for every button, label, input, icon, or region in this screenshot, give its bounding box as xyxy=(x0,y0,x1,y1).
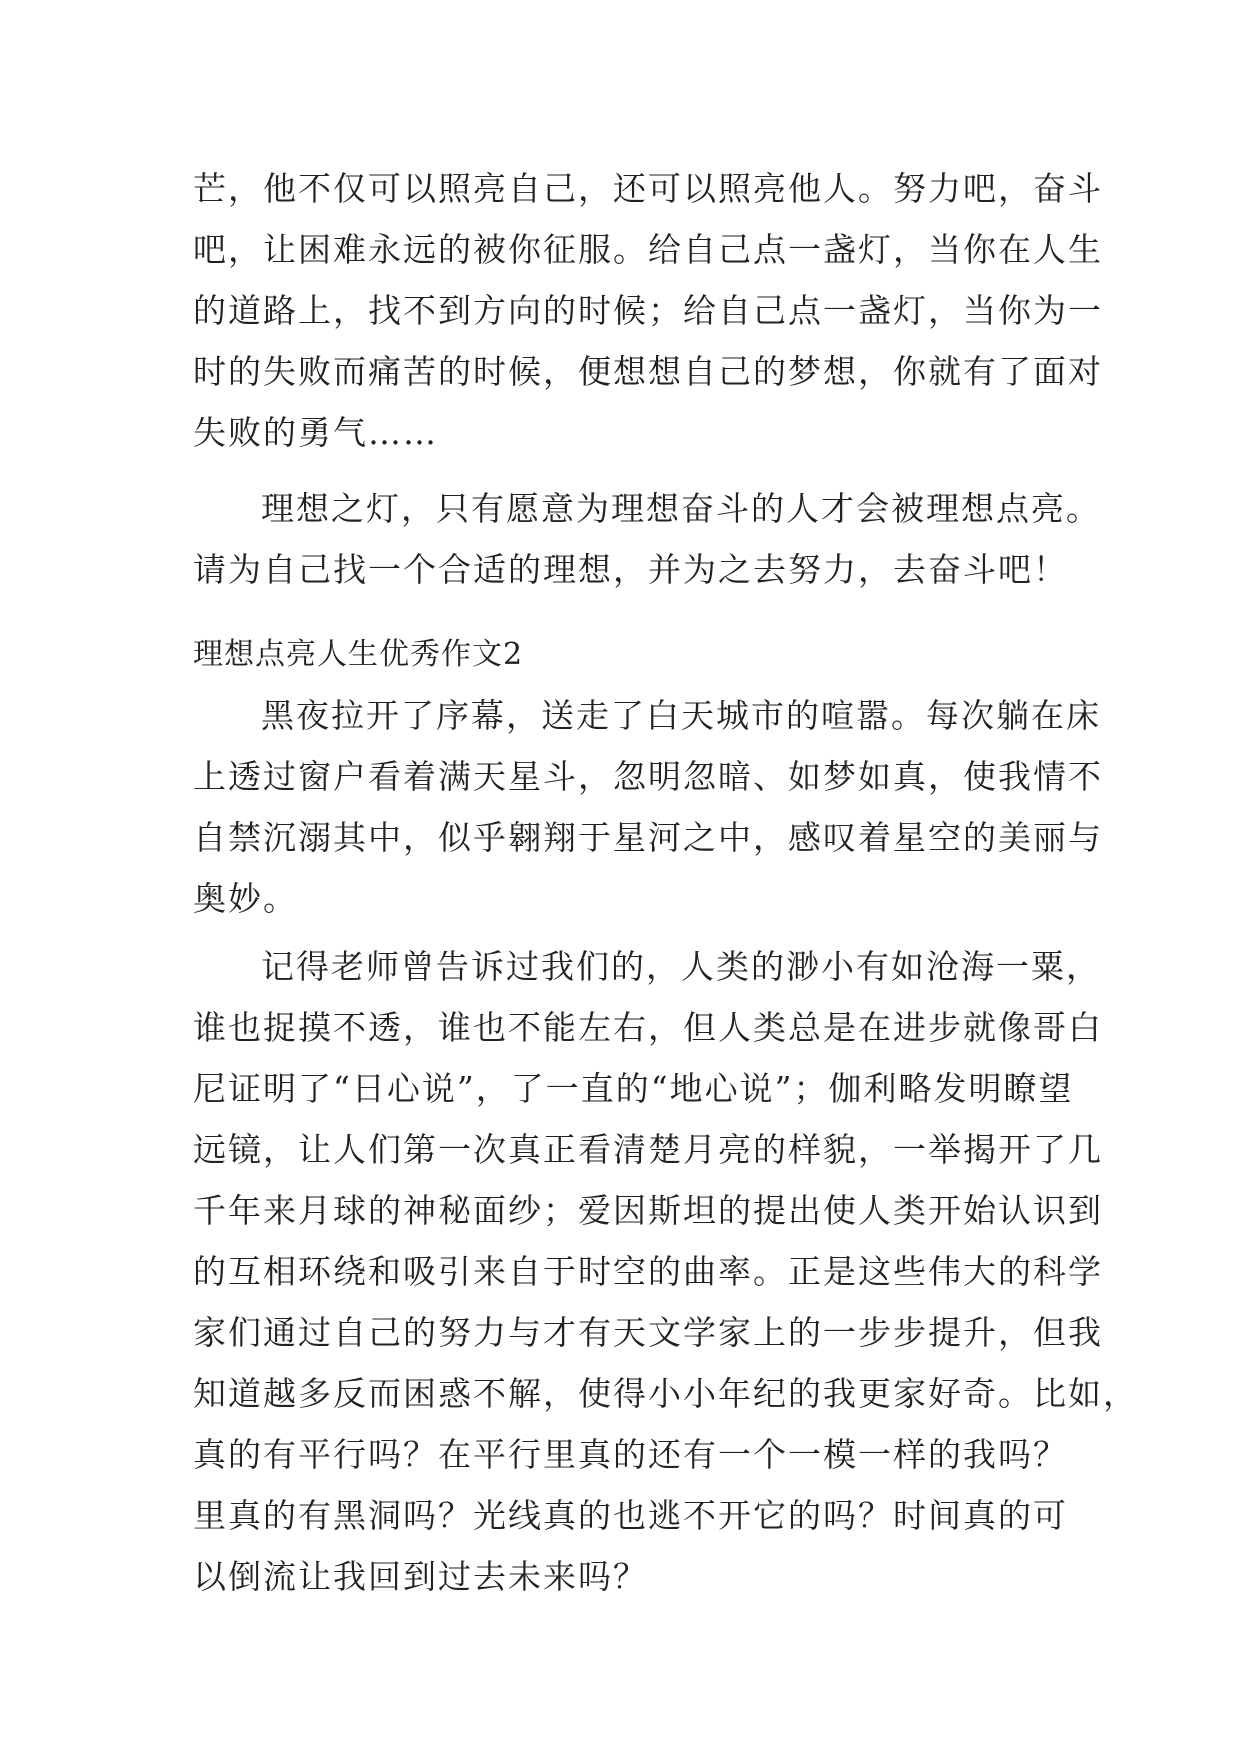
paragraph-line: 的互相环绕和吸引来自于时空的曲率。正是这些伟大的科学 xyxy=(193,1252,1103,1291)
paragraph-line: 上透过窗户看着满天星斗，忽明忽暗、如梦如真，使我情不 xyxy=(193,757,1103,796)
paragraph-line: 失败的勇气…… xyxy=(193,413,438,452)
paragraph-line: 黑夜拉开了序幕，送走了白天城市的喧嚣。每次躺在床 xyxy=(261,696,1101,735)
paragraph-science xyxy=(193,936,1138,1607)
paragraph-line: 知道越多反而困惑不解，使得小小年纪的我更家好奇。比如， xyxy=(193,1374,1138,1413)
paragraph-night-sky xyxy=(193,685,1103,929)
paragraph-line: 谁也捉摸不透，谁也不能左右，但人类总是在进步就像哥白 xyxy=(193,1008,1103,1047)
paragraph-line: 奥妙。 xyxy=(193,879,298,918)
paragraph-line: 请为自己找一个合适的理想，并为之去努力，去奋斗吧！ xyxy=(193,550,1068,589)
paragraph-line: 以倒流让我回到过去未来吗？ xyxy=(193,1557,648,1596)
paragraph-line: 家们通过自己的努力与才有天文学家上的一步步提升，但我 xyxy=(193,1313,1103,1352)
paragraph-line: 时的失败而痛苦的时候，便想想自己的梦想，你就有了面对 xyxy=(193,352,1103,391)
paragraph-line: 千年来月球的神秘面纱；爱因斯坦的提出使人类开始认识到 xyxy=(193,1191,1103,1230)
section-heading: 理想点亮人生优秀作文2 xyxy=(193,637,524,672)
paragraph-line: 自禁沉溺其中，似乎翱翔于星河之中，感叹着星空的美丽与 xyxy=(193,818,1103,857)
paragraph-line: 真的有平行吗？在平行里真的还有一个一模一样的我吗？ xyxy=(193,1435,1068,1474)
paragraph-line: 记得老师曾告诉过我们的，人类的渺小有如沧海一粟， xyxy=(261,947,1101,986)
paragraph-line: 远镜，让人们第一次真正看清楚月亮的样貌，一举揭开了几 xyxy=(193,1130,1103,1169)
paragraph-line: 芒，他不仅可以照亮自己，还可以照亮他人。努力吧，奋斗 xyxy=(193,169,1103,208)
paragraph-continuation xyxy=(193,158,1103,463)
paragraph-line: 理想之灯，只有愿意为理想奋斗的人才会被理想点亮。 xyxy=(261,489,1101,528)
paragraph-conclusion xyxy=(193,478,1101,600)
paragraph-line: 吧，让困难永远的被你征服。给自己点一盏灯，当你在人生 xyxy=(193,230,1103,269)
paragraph-line: 里真的有黑洞吗？光线真的也逃不开它的吗？时间真的可 xyxy=(193,1496,1068,1535)
paragraph-line: 尼证明了“日心说”，了一直的“地心说”；伽利略发明瞭望 xyxy=(193,1069,1074,1108)
paragraph-line: 的道路上，找不到方向的时候；给自己点一盏灯，当你为一 xyxy=(193,291,1103,330)
